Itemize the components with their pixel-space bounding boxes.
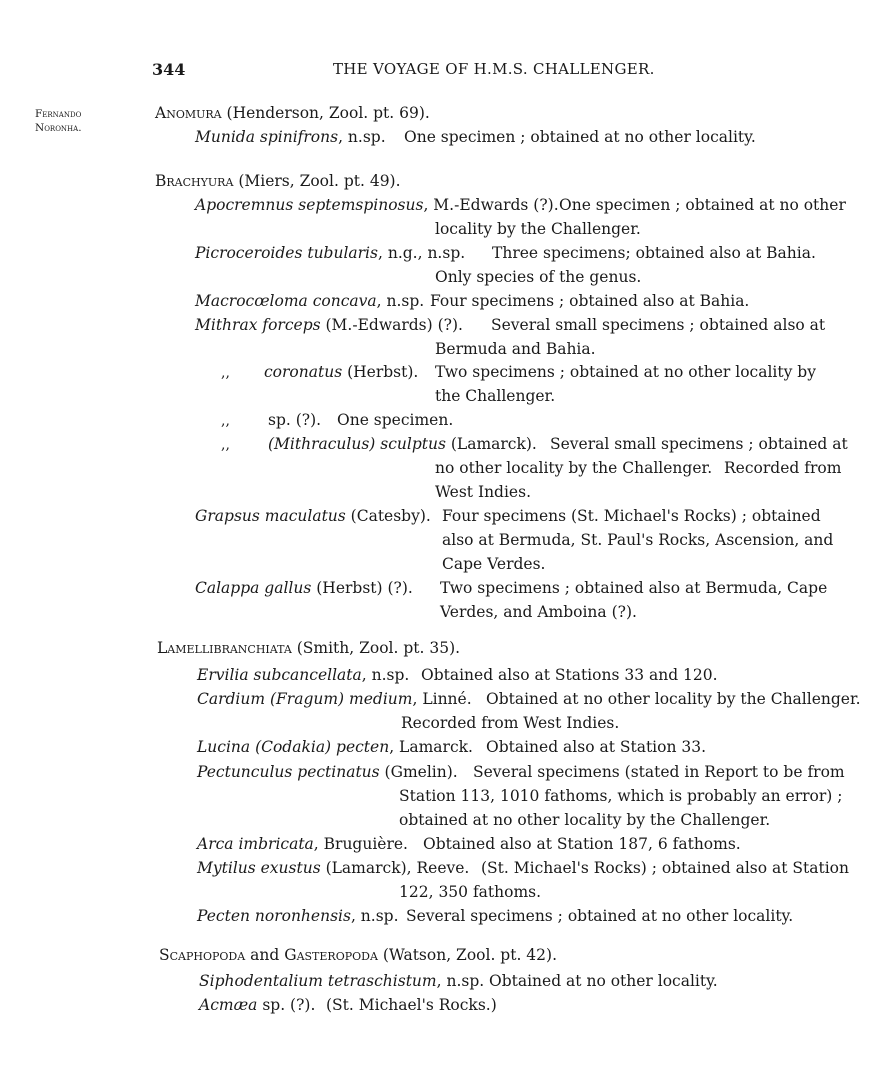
species-name: Picroceroides tubularis [195,244,378,262]
species-entry [195,198,559,214]
species-authority: , n.sp. [361,666,410,684]
species-description: (St. Michael's Rocks.) [326,996,497,1014]
species-authority: , n.g., n.sp. [377,244,466,262]
species-name: Ervilia subcancellata [197,666,362,684]
species-description: One specimen. [337,411,454,429]
species-entry [197,668,409,684]
species-description: West Indies. [435,483,531,501]
species-authority: (Herbst) (?). [311,579,413,597]
species-entry [195,581,413,597]
species-entry [199,974,484,990]
species-description: Station 113, 1010 fathoms, which is probably an error) ; [399,787,843,805]
species-entry [197,837,408,853]
species-description: (St. Michael's Rocks) ; obtained also at Station [481,859,849,877]
species-name: Apocremnus septemspinosus [195,196,424,214]
section-heading-scaphopoda [159,948,557,964]
section-heading-anomura [155,106,430,122]
species-name: Macrocœloma concava [195,292,377,310]
ditto-mark: ,, [221,365,230,381]
species-description: Several small specimens ; obtained at [550,435,848,453]
species-name: Munida spinifrons [195,128,339,146]
page-number: 344 [152,60,186,79]
species-authority: , Linné. [412,690,472,708]
species-entry [197,692,472,708]
species-name: Cardium (Fragum) medium [197,690,413,708]
species-description: 122, 350 fathoms. [399,883,542,901]
species-name: Grapsus maculatus [195,507,346,525]
species-description: Bermuda and Bahia. [435,340,596,358]
species-entry [199,998,315,1014]
species-entry [197,861,469,877]
section-title: Brachyura [155,172,234,190]
species-authority: , n.sp. [436,972,485,990]
ditto-mark: ,, [221,413,230,429]
species-description: Two specimens ; obtained also at Bermuda, Cape [440,579,828,597]
species-description: the Challenger. [435,387,556,405]
species-authority: sp. (?). [257,996,316,1014]
margin-note-line: Noronha. [35,122,82,134]
species-name: coronatus [264,363,343,381]
section-title: Gasteropoda [284,946,378,964]
running-title: THE VOYAGE OF H.M.S. CHALLENGER. [333,60,655,78]
species-name: Siphodentalium tetraschistum [199,972,437,990]
species-description: also at Bermuda, St. Paul's Rocks, Ascension, and [442,531,834,549]
species-authority: (Catesby). [345,507,431,525]
species-authority: (M.-Edwards) (?). [320,316,463,334]
species-entry [197,909,399,925]
species-entry [197,765,458,781]
species-entry [195,130,386,146]
species-name: (Mithraculus) sculptus [268,435,446,453]
species-name: Pecten noronhensis [197,907,351,925]
species-authority: , Lamarck. [389,738,473,756]
species-name: Arca imbricata [197,835,314,853]
species-description: Four specimens ; obtained also at Bahia. [430,292,750,310]
species-authority: , n.sp. [338,128,386,146]
species-description: One specimen ; obtained at no other [559,196,846,214]
species-entry [268,437,537,453]
section-reference: (Smith, Zool. pt. 35). [291,639,461,657]
species-description: Two specimens ; obtained at no other locality by [435,363,816,381]
species-authority: (Lamarck), Reeve. [320,859,470,877]
species-description: Obtained at no other locality by the Challenger. [486,690,861,708]
section-reference: (Watson, Zool. pt. 42). [377,946,558,964]
species-description: Verdes, and Amboina (?). [440,603,637,621]
species-name: Acmæa [199,996,258,1014]
section-reference: (Miers, Zool. pt. 49). [233,172,401,190]
species-description: Obtained also at Station 187, 6 fathoms. [423,835,741,853]
species-description: Several specimens (stated in Report to be from [473,763,845,781]
species-description: no other locality by the Challenger. [435,459,713,477]
species-entry [195,246,465,262]
species-name: Calappa gallus [195,579,312,597]
section-title: Anomura [155,104,222,122]
species-description: Only species of the genus. [435,268,642,286]
species-description: Obtained also at Stations 33 and 120. [421,666,718,684]
species-description: Recorded from West Indies. [401,714,620,732]
species-description: obtained at no other locality by the Challenger. [399,811,771,829]
species-entry: sp. (?). [268,411,322,429]
species-authority: , n.sp. [350,907,399,925]
species-authority: , n.sp. [376,292,425,310]
species-entry [195,294,424,310]
margin-note-line: Fernando [35,108,82,120]
section-reference: (Henderson, Zool. pt. 69). [221,104,430,122]
species-authority: , M.-Edwards (?). [423,196,559,214]
section-conjunction: and [245,946,285,964]
species-name: Pectunculus pectinatus [197,763,380,781]
species-name: Mithrax forceps [195,316,321,334]
species-authority: (Lamarck). [445,435,537,453]
species-name: Lucina (Codakia) pecten [197,738,390,756]
species-entry [195,509,431,525]
species-description: Cape Verdes. [442,555,546,573]
species-description: Several small specimens ; obtained also at [491,316,826,334]
species-description: One specimen ; obtained at no other locality. [404,128,756,146]
species-entry [195,318,463,334]
species-entry [197,740,473,756]
ditto-mark: ,, [221,437,230,453]
species-name: Mytilus exustus [197,859,321,877]
species-description: locality by the Challenger. [435,220,641,238]
margin-note [35,107,82,135]
species-description: Obtained at no other locality. [489,972,718,990]
section-heading-brachyura [155,174,401,190]
species-description: Three specimens; obtained also at Bahia. [492,244,816,262]
section-title: Scaphopoda [159,946,246,964]
species-authority: , Bruguière. [313,835,408,853]
species-description: Obtained also at Station 33. [486,738,707,756]
species-entry [264,365,418,381]
section-title: Lamellibranchiata [157,639,292,657]
species-description: Four specimens (St. Michael's Rocks) ; obtained [442,507,821,525]
species-authority: (Gmelin). [379,763,458,781]
species-authority: (Herbst). [342,363,419,381]
species-description: Recorded from [724,459,842,477]
species-description: Several specimens ; obtained at no other locality. [406,907,794,925]
section-heading-lamellibranchiata [157,641,460,657]
